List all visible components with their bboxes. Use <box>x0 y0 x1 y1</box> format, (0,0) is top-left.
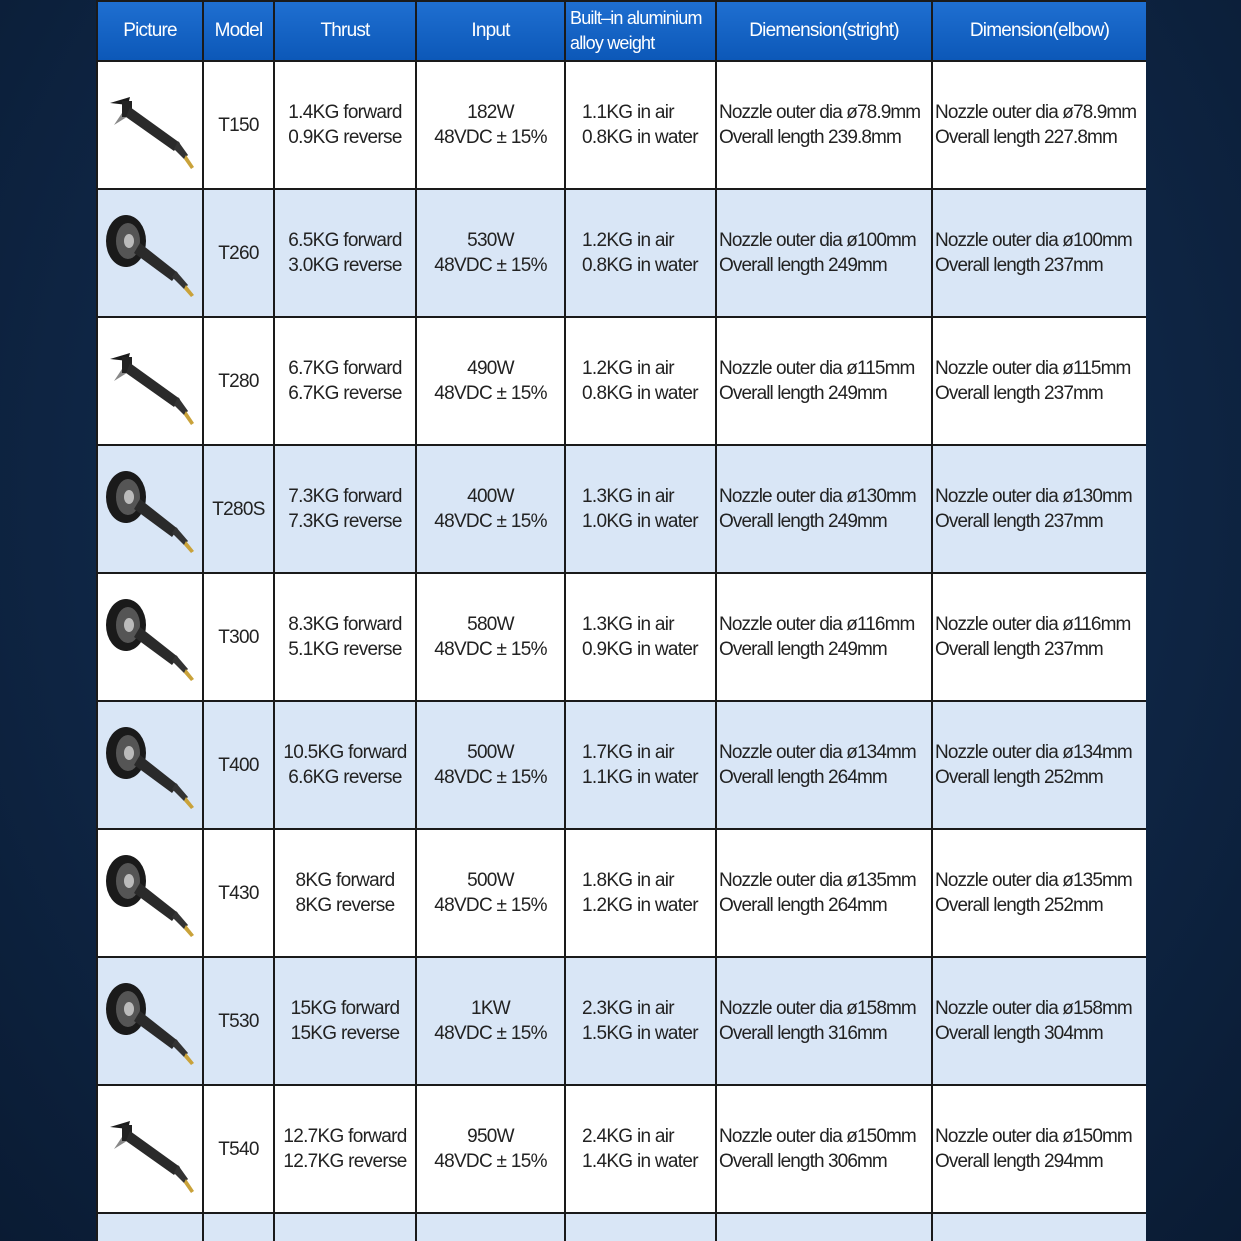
dim-elbow-cell <box>932 445 1146 573</box>
picture-cell <box>97 445 203 573</box>
input-cell <box>416 957 565 1085</box>
straight-nozzle-dia: Nozzle outer dia ø150mm <box>719 1126 916 1147</box>
weight-water: 0.9KG in water <box>582 639 698 660</box>
propeller-thruster-icon <box>98 75 202 175</box>
header-dim-elbow: Dimension(elbow) <box>932 1 1146 61</box>
dim-straight-cell <box>716 701 932 829</box>
input-cell <box>416 701 565 829</box>
table-row <box>97 701 1146 829</box>
empty-cell <box>416 1213 565 1241</box>
input-power: 490W <box>467 358 514 379</box>
picture-cell <box>97 189 203 317</box>
dim-elbow-cell <box>932 573 1146 701</box>
header-model: Model <box>203 1 274 61</box>
input-cell <box>416 189 565 317</box>
picture-cell <box>97 829 203 957</box>
model-cell: T280 <box>203 317 274 445</box>
header-input: Input <box>416 1 565 61</box>
dim-straight-cell <box>716 317 932 445</box>
header-weight-line2: alloy weight <box>570 33 655 53</box>
thrust-forward: 1.4KG forward <box>288 102 402 123</box>
input-voltage: 48VDC ± 15% <box>434 127 547 148</box>
input-voltage: 48VDC ± 15% <box>434 1023 547 1044</box>
table-row <box>97 61 1146 189</box>
straight-nozzle-dia: Nozzle outer dia ø158mm <box>719 998 916 1019</box>
table-row <box>97 189 1146 317</box>
empty-cell <box>97 1213 203 1241</box>
elbow-overall-length: Overall length 237mm <box>935 383 1103 404</box>
input-voltage: 48VDC ± 15% <box>434 1151 547 1172</box>
input-power: 950W <box>467 1126 514 1147</box>
elbow-overall-length: Overall length 237mm <box>935 639 1103 660</box>
elbow-overall-length: Overall length 252mm <box>935 895 1103 916</box>
propeller-thruster-icon <box>98 331 202 431</box>
thrust-reverse: 12.7KG reverse <box>283 1151 407 1172</box>
thrust-forward: 12.7KG forward <box>283 1126 407 1147</box>
input-voltage: 48VDC ± 15% <box>434 383 547 404</box>
input-power: 530W <box>467 230 514 251</box>
input-power: 580W <box>467 614 514 635</box>
straight-overall-length: Overall length 264mm <box>719 767 887 788</box>
weight-water: 1.1KG in water <box>582 767 698 788</box>
weight-cell <box>565 61 716 189</box>
straight-nozzle-dia: Nozzle outer dia ø115mm <box>719 358 915 379</box>
picture-cell <box>97 1085 203 1213</box>
model-cell: T150 <box>203 61 274 189</box>
model-cell: T530 <box>203 957 274 1085</box>
straight-nozzle-dia: Nozzle outer dia ø130mm <box>719 486 916 507</box>
dim-straight-cell <box>716 189 932 317</box>
weight-air: 2.4KG in air <box>582 1126 674 1147</box>
model-cell: T400 <box>203 701 274 829</box>
weight-cell <box>565 1085 716 1213</box>
weight-air: 2.3KG in air <box>582 998 674 1019</box>
input-voltage: 48VDC ± 15% <box>434 767 547 788</box>
thrust-reverse: 8KG reverse <box>295 895 395 916</box>
dim-straight-cell <box>716 1085 932 1213</box>
weight-water: 0.8KG in water <box>582 383 698 404</box>
thrust-forward: 7.3KG forward <box>288 486 402 507</box>
thrust-forward: 8KG forward <box>295 870 395 891</box>
straight-nozzle-dia: Nozzle outer dia ø135mm <box>719 870 916 891</box>
dim-elbow-cell <box>932 61 1146 189</box>
weight-air: 1.3KG in air <box>582 486 674 507</box>
ducted-thruster-icon <box>98 843 202 943</box>
weight-air: 1.2KG in air <box>582 358 674 379</box>
dim-elbow-cell <box>932 317 1146 445</box>
elbow-nozzle-dia: Nozzle outer dia ø115mm <box>935 358 1131 379</box>
thruster-spec-table <box>96 0 1146 1241</box>
thrust-cell <box>274 1085 416 1213</box>
dim-straight-cell <box>716 573 932 701</box>
input-voltage: 48VDC ± 15% <box>434 255 547 276</box>
dim-straight-cell <box>716 61 932 189</box>
weight-cell <box>565 957 716 1085</box>
table-row <box>97 1213 1146 1241</box>
table-row <box>97 829 1146 957</box>
picture-cell <box>97 317 203 445</box>
elbow-overall-length: Overall length 294mm <box>935 1151 1103 1172</box>
input-cell <box>416 1085 565 1213</box>
thrust-cell <box>274 189 416 317</box>
straight-overall-length: Overall length 249mm <box>719 383 887 404</box>
weight-water: 1.0KG in water <box>582 511 698 532</box>
model-cell: T280S <box>203 445 274 573</box>
thrust-reverse: 7.3KG reverse <box>288 511 402 532</box>
ducted-thruster-icon <box>98 971 202 1071</box>
ducted-thruster-icon <box>98 715 202 815</box>
dim-straight-cell <box>716 829 932 957</box>
thrust-forward: 10.5KG forward <box>283 742 407 763</box>
model-cell: T300 <box>203 573 274 701</box>
picture-cell <box>97 701 203 829</box>
thrust-forward: 6.5KG forward <box>288 230 402 251</box>
thrust-reverse: 5.1KG reverse <box>288 639 402 660</box>
thrust-reverse: 6.7KG reverse <box>288 383 402 404</box>
elbow-overall-length: Overall length 237mm <box>935 255 1103 276</box>
straight-nozzle-dia: Nozzle outer dia ø100mm <box>719 230 916 251</box>
spec-table-container <box>96 0 1146 1241</box>
elbow-overall-length: Overall length 252mm <box>935 767 1103 788</box>
thrust-forward: 8.3KG forward <box>288 614 402 635</box>
empty-cell <box>932 1213 1146 1241</box>
header-row <box>97 1 1146 61</box>
input-cell <box>416 317 565 445</box>
elbow-nozzle-dia: Nozzle outer dia ø78.9mm <box>935 102 1137 123</box>
straight-overall-length: Overall length 249mm <box>719 639 887 660</box>
table-row <box>97 573 1146 701</box>
weight-air: 1.2KG in air <box>582 230 674 251</box>
elbow-nozzle-dia: Nozzle outer dia ø130mm <box>935 486 1132 507</box>
ducted-thruster-icon <box>98 203 202 303</box>
thrust-cell <box>274 573 416 701</box>
thrust-cell <box>274 445 416 573</box>
input-cell <box>416 445 565 573</box>
input-power: 182W <box>467 102 514 123</box>
weight-cell <box>565 701 716 829</box>
ducted-thruster-icon <box>98 587 202 687</box>
table-row <box>97 445 1146 573</box>
straight-overall-length: Overall length 249mm <box>719 511 887 532</box>
elbow-nozzle-dia: Nozzle outer dia ø135mm <box>935 870 1132 891</box>
dim-elbow-cell <box>932 1085 1146 1213</box>
header-weight-line1: Built–in aluminium <box>570 8 702 28</box>
weight-air: 1.8KG in air <box>582 870 674 891</box>
dim-straight-cell <box>716 957 932 1085</box>
straight-nozzle-dia: Nozzle outer dia ø78.9mm <box>719 102 921 123</box>
thrust-reverse: 3.0KG reverse <box>288 255 402 276</box>
weight-air: 1.1KG in air <box>582 102 674 123</box>
elbow-overall-length: Overall length 237mm <box>935 511 1103 532</box>
weight-water: 0.8KG in water <box>582 255 698 276</box>
straight-nozzle-dia: Nozzle outer dia ø116mm <box>719 614 915 635</box>
weight-cell <box>565 189 716 317</box>
weight-air: 1.3KG in air <box>582 614 674 635</box>
elbow-nozzle-dia: Nozzle outer dia ø134mm <box>935 742 1132 763</box>
input-power: 400W <box>467 486 514 507</box>
thrust-forward: 6.7KG forward <box>288 358 402 379</box>
thrust-cell <box>274 317 416 445</box>
table-row <box>97 957 1146 1085</box>
header-dim-straight: Diemension(stright) <box>716 1 932 61</box>
input-voltage: 48VDC ± 15% <box>434 895 547 916</box>
weight-water: 1.5KG in water <box>582 1023 698 1044</box>
elbow-overall-length: Overall length 227.8mm <box>935 127 1117 148</box>
picture-cell <box>97 573 203 701</box>
header-thrust: Thrust <box>274 1 416 61</box>
model-cell: T540 <box>203 1085 274 1213</box>
weight-cell <box>565 573 716 701</box>
model-cell: T260 <box>203 189 274 317</box>
propeller-thruster-icon <box>98 1099 202 1199</box>
weight-water: 0.8KG in water <box>582 127 698 148</box>
thrust-cell <box>274 701 416 829</box>
input-power: 1KW <box>470 998 511 1019</box>
model-cell: T430 <box>203 829 274 957</box>
input-power: 500W <box>467 742 514 763</box>
thrust-cell <box>274 61 416 189</box>
dim-elbow-cell <box>932 829 1146 957</box>
thrust-forward: 15KG forward <box>290 998 400 1019</box>
straight-overall-length: Overall length 239.8mm <box>719 127 901 148</box>
empty-cell <box>565 1213 716 1241</box>
input-cell <box>416 829 565 957</box>
thrust-cell <box>274 957 416 1085</box>
picture-cell <box>97 957 203 1085</box>
elbow-nozzle-dia: Nozzle outer dia ø116mm <box>935 614 1131 635</box>
straight-nozzle-dia: Nozzle outer dia ø134mm <box>719 742 916 763</box>
thrust-reverse: 0.9KG reverse <box>288 127 402 148</box>
weight-water: 1.4KG in water <box>582 1151 698 1172</box>
picture-cell <box>97 61 203 189</box>
weight-air: 1.7KG in air <box>582 742 674 763</box>
thrust-reverse: 15KG reverse <box>290 1023 400 1044</box>
dim-elbow-cell <box>932 701 1146 829</box>
elbow-nozzle-dia: Nozzle outer dia ø100mm <box>935 230 1132 251</box>
input-power: 500W <box>467 870 514 891</box>
straight-overall-length: Overall length 316mm <box>719 1023 887 1044</box>
elbow-nozzle-dia: Nozzle outer dia ø158mm <box>935 998 1132 1019</box>
thrust-cell <box>274 829 416 957</box>
weight-cell <box>565 445 716 573</box>
thrust-reverse: 6.6KG reverse <box>288 767 402 788</box>
straight-overall-length: Overall length 249mm <box>719 255 887 276</box>
straight-overall-length: Overall length 306mm <box>719 1151 887 1172</box>
dim-elbow-cell <box>932 189 1146 317</box>
dim-elbow-cell <box>932 957 1146 1085</box>
table-row <box>97 1085 1146 1213</box>
straight-overall-length: Overall length 264mm <box>719 895 887 916</box>
header-picture: Picture <box>97 1 203 61</box>
table-row <box>97 317 1146 445</box>
input-cell <box>416 61 565 189</box>
empty-cell <box>274 1213 416 1241</box>
ducted-thruster-icon <box>98 459 202 559</box>
input-cell <box>416 573 565 701</box>
weight-water: 1.2KG in water <box>582 895 698 916</box>
dim-straight-cell <box>716 445 932 573</box>
input-voltage: 48VDC ± 15% <box>434 511 547 532</box>
empty-cell <box>203 1213 274 1241</box>
input-voltage: 48VDC ± 15% <box>434 639 547 660</box>
weight-cell <box>565 829 716 957</box>
elbow-overall-length: Overall length 304mm <box>935 1023 1103 1044</box>
elbow-nozzle-dia: Nozzle outer dia ø150mm <box>935 1126 1132 1147</box>
empty-cell <box>716 1213 932 1241</box>
weight-cell <box>565 317 716 445</box>
header-weight <box>565 1 716 61</box>
